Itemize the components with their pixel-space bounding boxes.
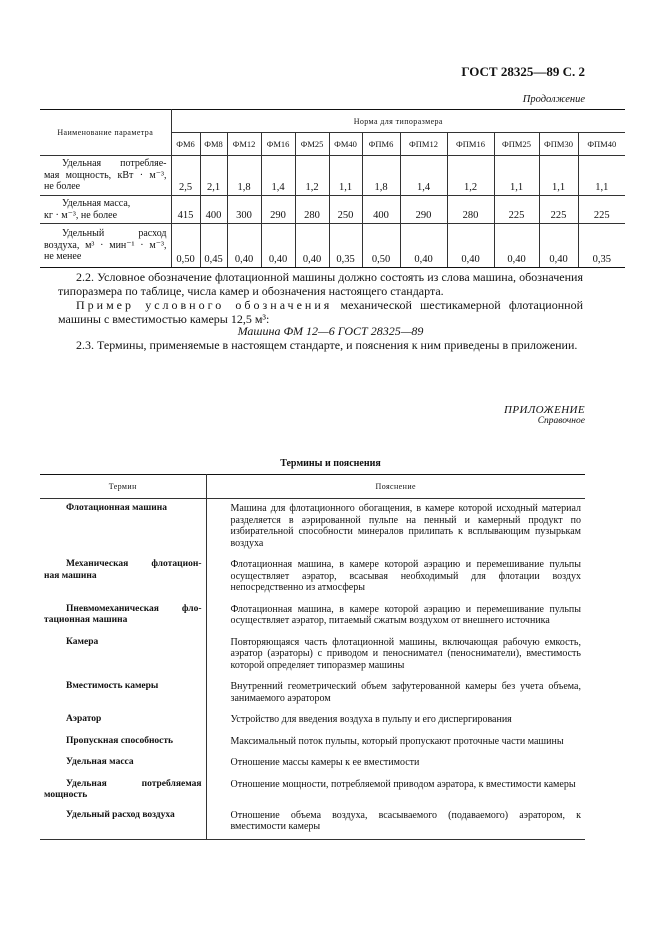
explanation-column-header: Пояснение: [206, 475, 585, 499]
term-name-line: Камера: [66, 636, 99, 647]
parameter-name-line: Удельный расход: [62, 228, 167, 240]
parameter-name-line: воздуха, м³ · мин⁻¹ · м⁻³,: [44, 239, 167, 251]
parameter-name-line: не более: [44, 181, 81, 193]
continuation-label: Продолжение: [522, 94, 585, 105]
term-name-line: Пневмомеханическая фло-: [66, 603, 202, 614]
parameter-value: 225: [539, 196, 578, 224]
parameter-value: 1,4: [261, 156, 295, 196]
size-header: ФМ40: [329, 133, 362, 156]
page-header: ГОСТ 28325—89 С. 2: [461, 64, 585, 79]
term-name: [40, 499, 206, 556]
term-row: [40, 710, 585, 732]
parameter-value: 2,1: [200, 156, 227, 196]
parameter-value: 250: [329, 196, 362, 224]
parameter-value: 0,40: [261, 224, 295, 268]
paragraph-2-3: 2.3. Термины, применяемые в настоящем стандарте, и пояснения к ним приведены в приложении.: [76, 338, 578, 352]
parameter-value: 1,1: [494, 156, 539, 196]
term-name: [40, 710, 206, 732]
parameter-value: 1,8: [362, 156, 400, 196]
terms-rows: [40, 499, 585, 840]
size-header: ФМ6: [171, 133, 200, 156]
parameter-value: 400: [362, 196, 400, 224]
parameter-value: 1,1: [578, 156, 625, 196]
parameter-value: 0,45: [200, 224, 227, 268]
parameter-value: 1,2: [295, 156, 329, 196]
term-name: [40, 555, 206, 600]
term-name: [40, 806, 206, 840]
term-name-line: Вместимость камеры: [66, 681, 159, 691]
size-header: ФПМ16: [447, 133, 494, 156]
parameter-row: [40, 156, 625, 196]
term-name: [40, 753, 206, 775]
parameter-value: 290: [261, 196, 295, 224]
term-row: [40, 600, 585, 633]
parameter-value: 280: [295, 196, 329, 224]
parameter-name-line: Удельная масса,: [62, 198, 131, 209]
size-header: ФПМ12: [400, 133, 447, 156]
term-explanation: Устройство для введения воздуха в пульпу и его диспергирования: [230, 714, 512, 725]
term-column-header: Термин: [40, 475, 206, 499]
term-row: [40, 499, 585, 556]
parameter-value: 300: [227, 196, 261, 224]
parameter-row: [40, 196, 625, 224]
term-name-line: мощность: [44, 790, 88, 800]
parameter-value: 0,35: [578, 224, 625, 268]
parameter-value: 225: [578, 196, 625, 224]
parameter-value: 1,2: [447, 156, 494, 196]
size-header: ФМ16: [261, 133, 295, 156]
term-row: [40, 806, 585, 840]
parameter-value: 280: [447, 196, 494, 224]
parameter-name-line: мая мощность, кВт · м⁻³,: [44, 169, 167, 181]
parameter-value: 0,40: [494, 224, 539, 268]
parameter-value: 0,40: [539, 224, 578, 268]
term-name-line: Пропускная способность: [66, 735, 174, 746]
parameter-value: 400: [200, 196, 227, 224]
term-name-line: Аэратор: [66, 714, 102, 724]
term-explanation: Повторяющаяся часть флотационной машины, включающая рабочую емкость, аэратор (аэраторы) с приводом и пеноснимател (пеносниматели), вместимость которой определяет типоразмер машины: [230, 636, 581, 671]
term-explanation: Флотационная машина, в камере которой аэрацию и перемешивание пульпы осуществляет аэратор, всасывая необходимый для флотации воздух непосредственно из атмосферы: [230, 559, 581, 593]
appendix-subtitle: Справочное: [537, 416, 585, 426]
term-name-line: Механическая флотацион-: [66, 559, 202, 569]
size-header: ФМ25: [295, 133, 329, 156]
term-explanation: Машина для флотационного обогащения, в камере которой исходный материал разделяется в аэрированной пульпе на пенный и камерный продукт по избирательной способности минералов прилипать к всплывающим пузырькам воздуха: [230, 503, 581, 549]
parameter-name: [40, 224, 171, 268]
size-header: ФПМ30: [539, 133, 578, 156]
parameter-value: 0,40: [400, 224, 447, 268]
term-row: [40, 555, 585, 600]
term-explanation: Максимальный поток пульпы, который пропускают проточные части машины: [230, 735, 564, 747]
parameter-name: [40, 196, 171, 224]
term-explanation: Отношение объема воздуха, всасываемого (подаваемого) аэратором, к вместимости камеры: [206, 806, 585, 840]
parameter-value: 2,5: [171, 156, 200, 196]
term-name-line: Удельная потребляемая: [66, 778, 202, 789]
term-explanation: Флотационная машина, в камере которой аэрацию и перемешивание пульпы осуществляет аэратор, питаемый сжатым воздухом от внешнего источника: [230, 603, 581, 626]
parameter-value: 0,40: [447, 224, 494, 268]
parameter-name: [40, 156, 171, 196]
parameter-rows: [40, 156, 625, 268]
parameter-value: 0,50: [362, 224, 400, 268]
term-name-line: Удельный расход воздуха: [66, 809, 175, 820]
term-explanation: Внутренний геометрический объем зафутерованной камеры без учета объема, занимаемого аэратором: [230, 681, 581, 704]
term-name: [40, 775, 206, 806]
parameter-value: 1,8: [227, 156, 261, 196]
term-explanation: Отношение мощности, потребляемой приводом аэратора, к вместимости камеры: [230, 778, 576, 790]
size-header: ФПМ6: [362, 133, 400, 156]
term-row: [40, 677, 585, 710]
example-paragraph: [58, 298, 583, 326]
parameter-value: 0,35: [329, 224, 362, 268]
param-name-header: Наименование параметра: [40, 110, 171, 156]
parameter-value: 1,4: [400, 156, 447, 196]
term-name: [40, 633, 206, 678]
parameter-row: [40, 224, 625, 268]
term-name: [40, 732, 206, 754]
parameter-value: 1,1: [539, 156, 578, 196]
parameter-value: 0,40: [227, 224, 261, 268]
term-row: [40, 753, 585, 775]
parameter-value: 415: [171, 196, 200, 224]
designation-example: Машина ФМ 12—6 ГОСТ 28325—89: [237, 324, 424, 338]
size-header: ФМ8: [200, 133, 227, 156]
parameter-name-line: Удельная потребляе-: [62, 158, 167, 170]
size-header: ФПМ40: [578, 133, 625, 156]
term-name: [40, 600, 206, 633]
example-title: Пример условного обозначения: [76, 298, 333, 312]
parameter-value: 1,1: [329, 156, 362, 196]
appendix-title: ПРИЛОЖЕНИЕ: [504, 404, 585, 416]
parameter-value: 290: [400, 196, 447, 224]
term-explanation: Отношение массы камеры к ее вместимости: [230, 757, 420, 768]
paragraph-2-2: 2.2. Условное обозначение флотационной машины должно состоять из слова машина, обозначения типоразмера по таблице, числа камер и обозначения настоящего стандарта.: [58, 270, 583, 298]
term-name-line: тационная машина: [44, 615, 128, 625]
terms-title: Термины и пояснения: [280, 458, 381, 469]
term-row: [40, 633, 585, 678]
parameter-table: [40, 109, 625, 268]
parameter-value: 0,40: [295, 224, 329, 268]
terms-table: [40, 474, 585, 840]
term-row: [40, 732, 585, 754]
term-name-line: ная машина: [44, 570, 97, 581]
term-name-line: Флотационная машина: [66, 503, 167, 513]
size-header: ФМ12: [227, 133, 261, 156]
parameter-value: 0,50: [171, 224, 200, 268]
parameter-name-line: кг · м⁻³, не более: [44, 209, 118, 221]
term-name-line: Удельная масса: [66, 757, 134, 767]
example-body: механической шестикамерной флотационной машины с вместимостью камеры 12,5 м³:: [58, 298, 583, 326]
term-name: [40, 677, 206, 710]
size-header: ФПМ25: [494, 133, 539, 156]
parameter-name-line: не менее: [44, 251, 82, 263]
term-row: [40, 775, 585, 806]
parameter-value: 225: [494, 196, 539, 224]
norm-header: Норма для типоразмера: [171, 110, 625, 133]
